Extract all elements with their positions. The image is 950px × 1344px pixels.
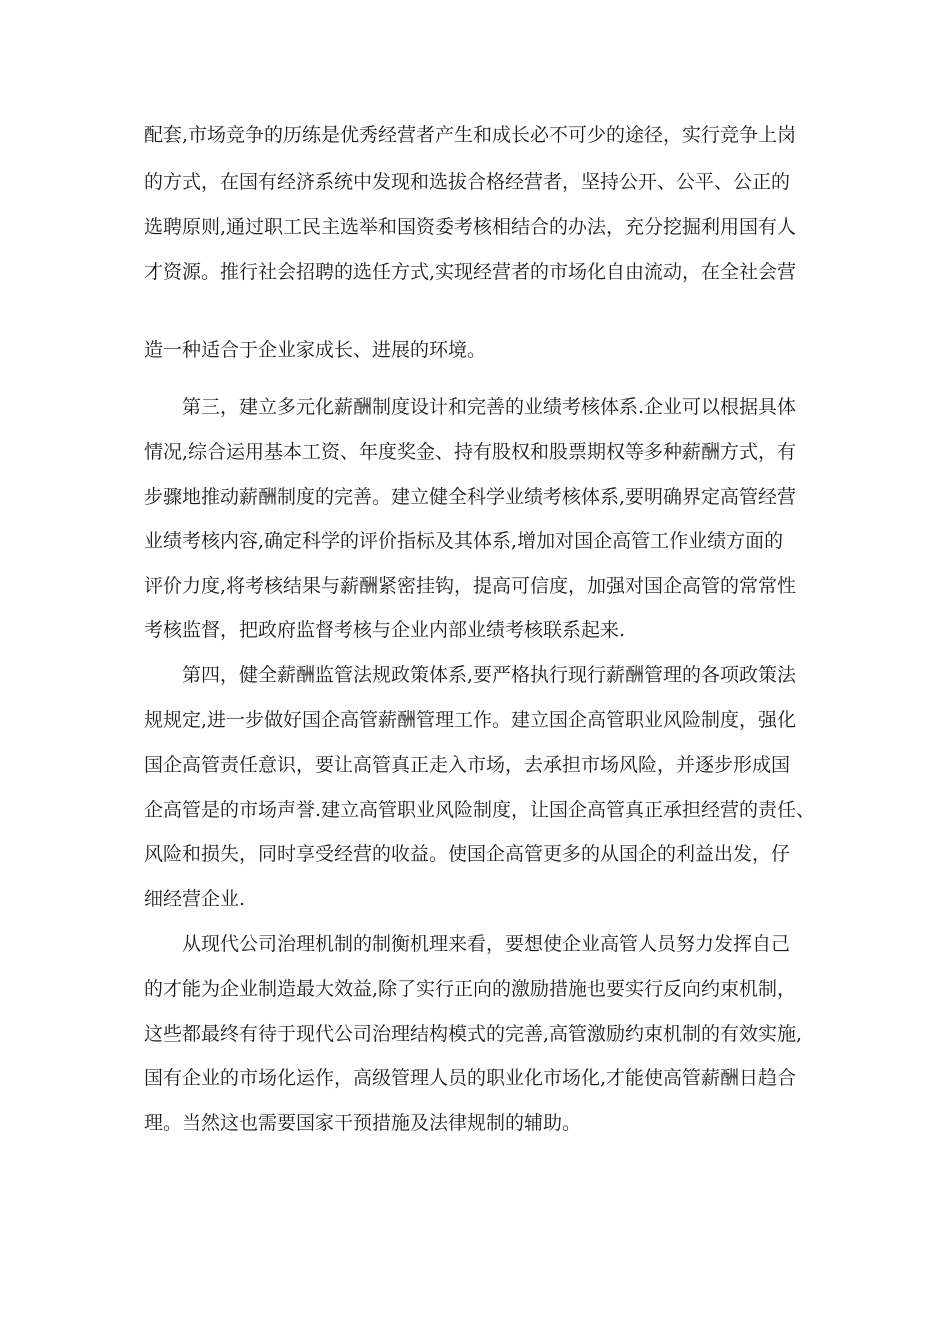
text-line: 配套,市场竞争的历练是优秀经营者产生和成长必不可少的途径，实行竞争上岗 [144, 124, 797, 146]
text-line: 国企高管责任意识，要让高管真正走入市场，去承担市场风险，并逐步形成国 [144, 754, 791, 776]
text-line: 考核监督，把政府监督考核与企业内部业绩考核联系起来. [144, 619, 626, 641]
text-line: 的方式，在国有经济系统中发现和选拔合格经营者，坚持公开、公平、公正的 [144, 171, 791, 193]
text-line: 风险和损失，同时享受经营的收益。使国企高管更多的从国企的利益出发，仔 [144, 843, 791, 865]
text-line: 国有企业的市场化运作，高级管理人员的职业化市场化,才能使高管薪酬日趋合 [144, 1067, 797, 1089]
text-line: 理。当然这也需要国家干预措施及法律规制的辅助。 [144, 1112, 582, 1134]
paragraph-start-line: 第三，建立多元化薪酬制度设计和完善的业绩考核体系.企业可以根据具体 [182, 396, 797, 418]
text-line: 情况,综合运用基本工资、年度奖金、持有股权和股票期权等多种薪酬方式，有 [144, 441, 797, 463]
text-line: 造一种适合于企业家成长、进展的环境。 [144, 339, 487, 361]
paragraph-start-line: 从现代公司治理机制的制衡机理来看，要想使企业高管人员努力发挥自己 [182, 933, 791, 955]
text-line: 业绩考核内容,确定科学的评价指标及其体系,增加对国企高管工作业绩方面的 [144, 530, 784, 552]
text-line: 细经营企业. [144, 888, 246, 910]
text-line: 规规定,进一步做好国企高管薪酬管理工作。建立国企高管职业风险制度，强化 [144, 709, 797, 731]
text-line: 步骤地推动薪酬制度的完善。建立健全科学业绩考核体系,要明确界定高管经营 [144, 486, 797, 508]
text-line: 的才能为企业制造最大效益,除了实行正向的激励措施也要实行反向约束机制， [144, 978, 797, 1000]
text-line: 这些都最终有待于现代公司治理结构模式的完善,高管激励约束机制的有效实施, [144, 1023, 803, 1045]
text-line: 才资源。推行社会招聘的选任方式,实现经营者的市场化自由流动，在全社会营 [144, 261, 797, 283]
paragraph-start-line: 第四，健全薪酬监管法规政策体系,要严格执行现行薪酬管理的各项政策法 [182, 664, 797, 686]
text-line: 评价力度,将考核结果与薪酬紧密挂钩，提高可信度，加强对国企高管的常常性 [144, 575, 797, 597]
text-line: 企高管是的市场声誉.建立高管职业风险制度，让国企高管真正承担经营的责任、 [144, 799, 816, 821]
text-line: 选聘原则,通过职工民主选举和国资委考核相结合的办法，充分挖掘利用国有人 [144, 216, 797, 238]
